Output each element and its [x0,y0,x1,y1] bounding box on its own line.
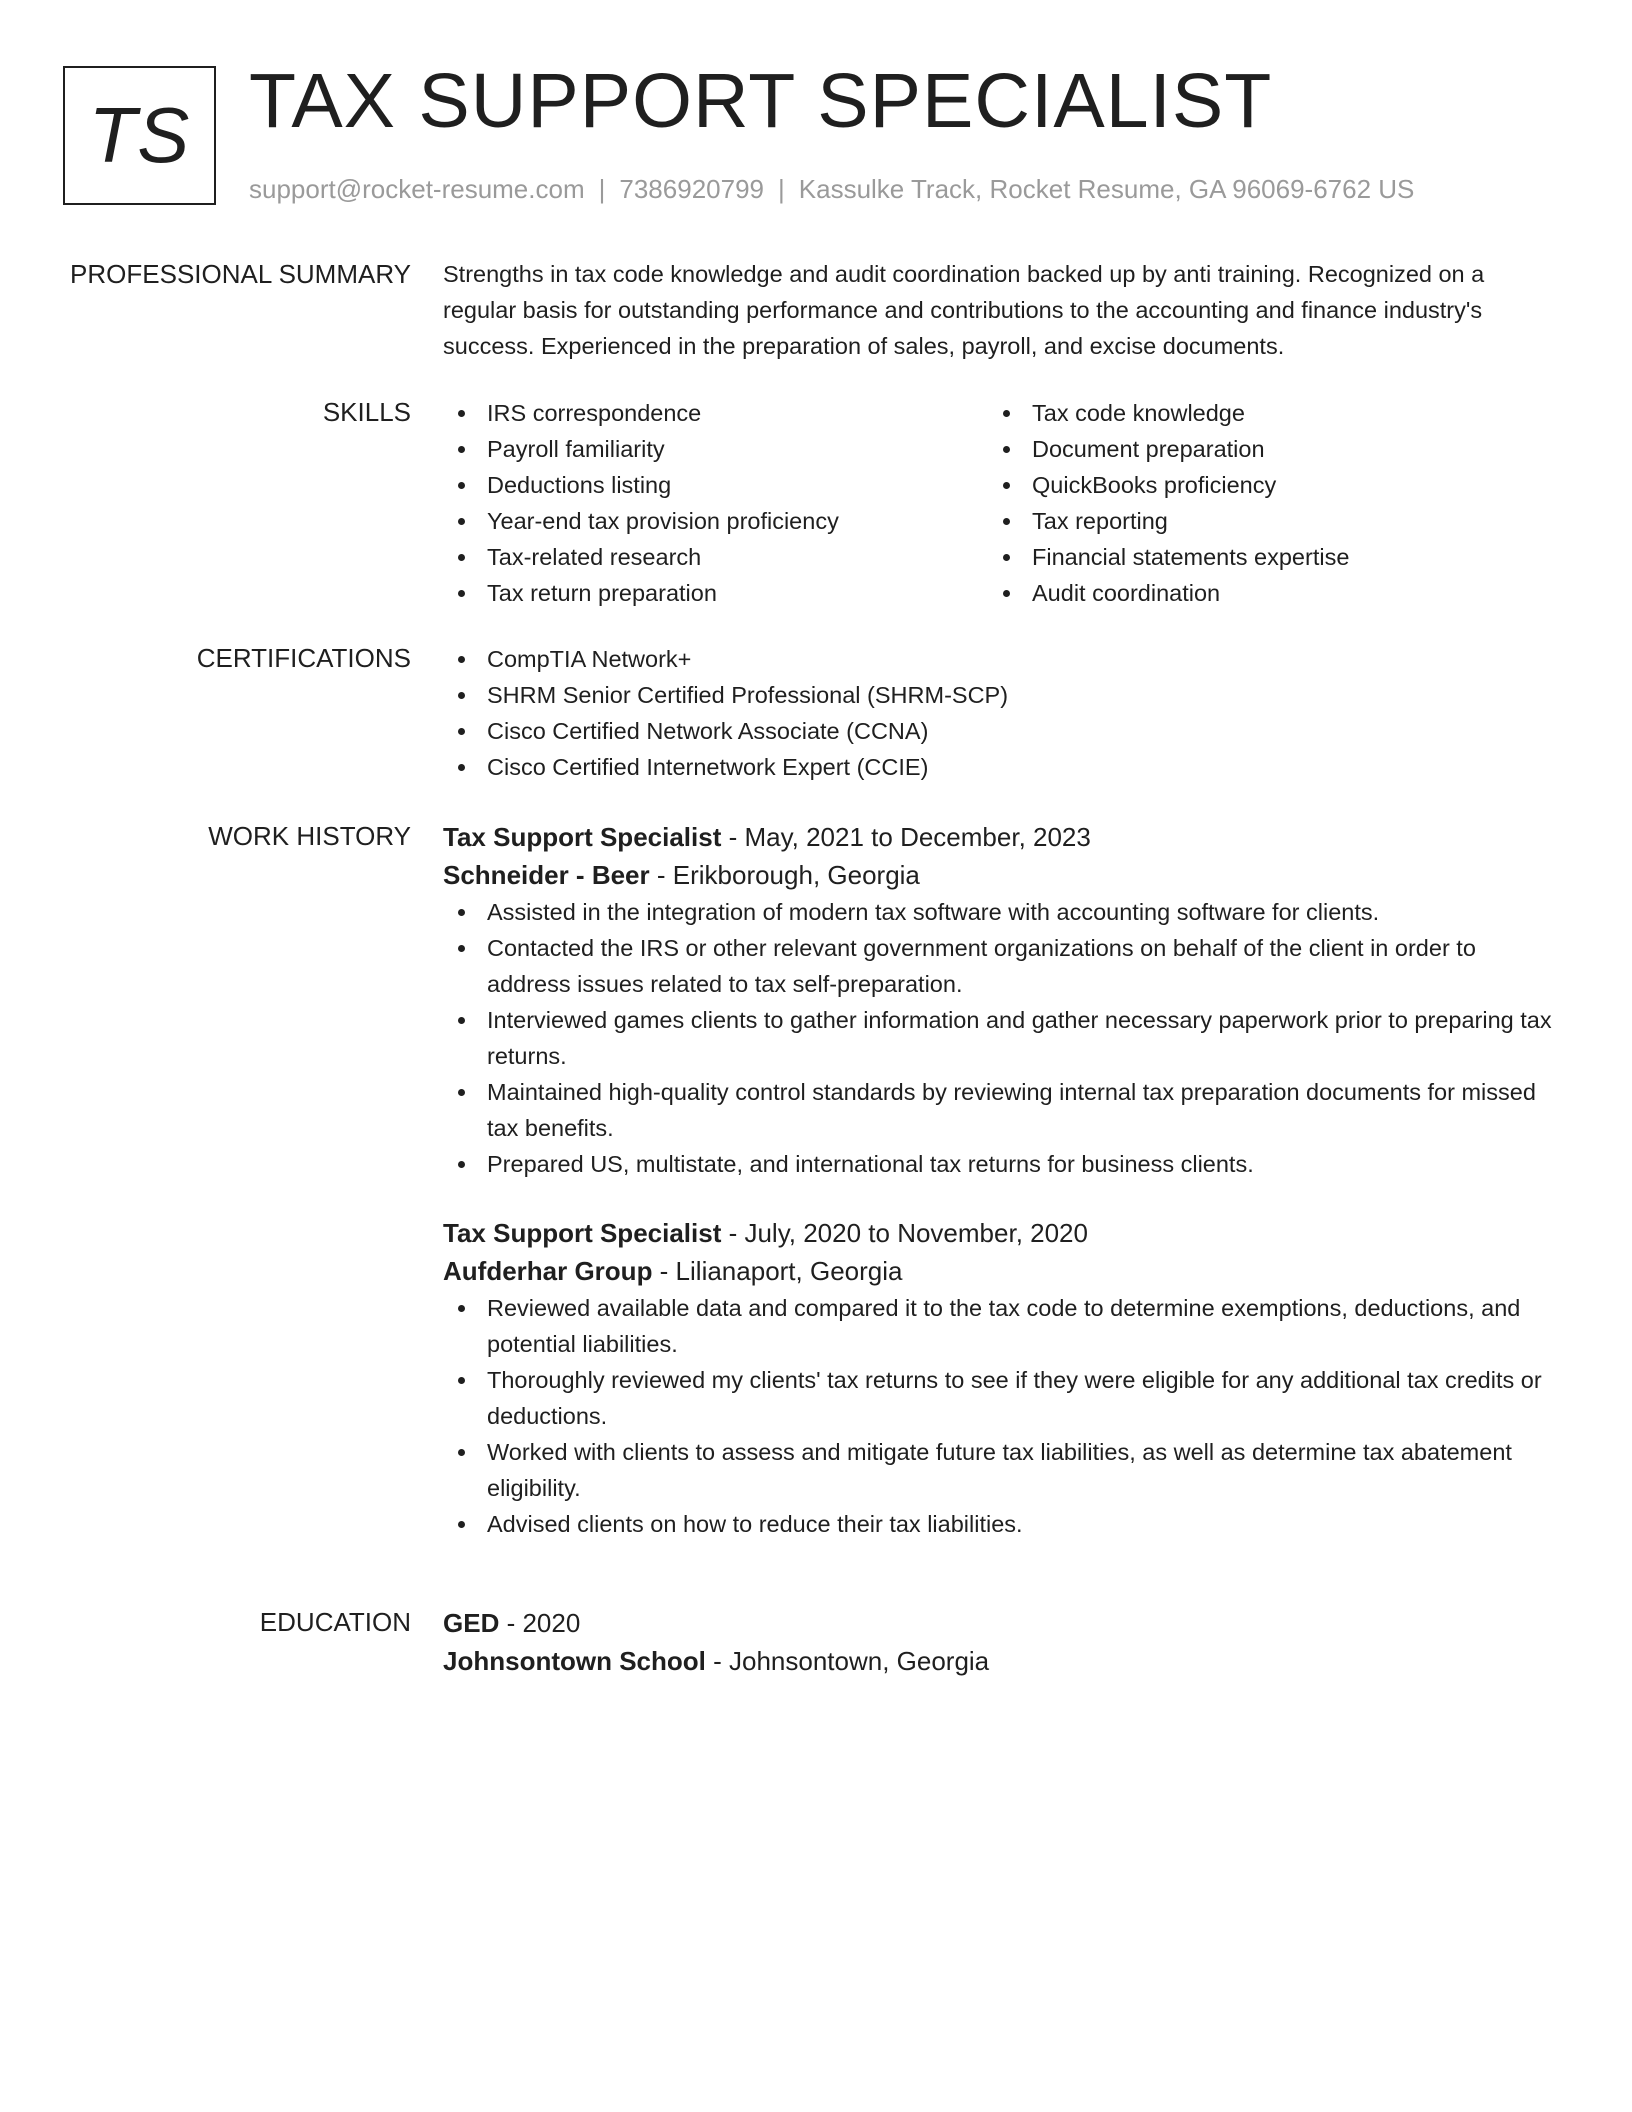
skill-item: Audit coordination [988,575,1533,611]
job-company: Aufderhar Group [443,1256,653,1286]
job-location: - Erikborough, Georgia [649,860,920,890]
job-title: Tax Support Specialist [443,1218,722,1248]
job-dates: - May, 2021 to December, 2023 [721,822,1091,852]
job-duty: Reviewed available data and compared it to the tax code to determine exemptions, deductions, and potential liabilities. [443,1290,1553,1362]
job-title-line [443,818,1553,856]
monogram-initials: TS [88,91,191,179]
skill-item: Document preparation [988,431,1533,467]
certification-item: Cisco Certified Network Associate (CCNA) [443,713,1553,749]
contact-email[interactable]: support@rocket-resume.com [249,174,585,204]
education-school-line [443,1642,1553,1680]
skill-item: Tax return preparation [443,575,988,611]
skill-item: Deductions listing [443,467,988,503]
work-history-heading: WORK HISTORY [208,821,411,851]
education-degree-line [443,1604,1553,1642]
contact-line [249,172,1414,206]
education-year: - 2020 [499,1608,581,1638]
summary-body [443,256,1553,364]
skill-item: Financial statements expertise [988,539,1533,575]
job-title: Tax Support Specialist [443,822,722,852]
education-location: - Johnsontown, Georgia [705,1646,990,1676]
skill-item: Tax reporting [988,503,1533,539]
summary-text: Strengths in tax code knowledge and audit coordination backed up by anti training. Recognized on a regular basis for outstanding performance and contributions to the accounting and finance industry's success. Experienced in the preparation of sales, payroll, and excise documents. [443,261,1485,359]
certification-item: SHRM Senior Certified Professional (SHRM-SCP) [443,677,1553,713]
job-company: Schneider - Beer [443,860,650,890]
job-duty: Worked with clients to assess and mitigate future tax liabilities, as well as determine tax abatement eligibility. [443,1434,1553,1506]
skill-item: QuickBooks proficiency [988,467,1533,503]
job-location: - Lilianaport, Georgia [652,1256,903,1286]
job-duty: Contacted the IRS or other relevant government organizations on behalf of the client in order to address issues related to tax self-preparation. [443,930,1553,1002]
monogram-badge [63,66,216,205]
skill-item: Payroll familiarity [443,431,988,467]
resume-title: TAX SUPPORT SPECIALIST [249,58,1273,144]
certifications-heading: CERTIFICATIONS [196,643,411,673]
job-duties-list [443,894,1553,1182]
education-body [443,1604,1553,1680]
education-degree: GED [443,1608,500,1638]
job-duty: Thoroughly reviewed my clients' tax returns to see if they were eligible for any additional tax credits or deductions. [443,1362,1553,1434]
certification-item: CompTIA Network+ [443,641,1553,677]
job-duty: Prepared US, multistate, and international tax returns for business clients. [443,1146,1553,1182]
contact-separator: | [598,174,606,204]
skills-list-left [443,395,988,611]
job-entry [443,818,1553,1182]
certifications-body [443,641,1553,785]
contact-address: Kassulke Track, Rocket Resume, GA 96069-6762 US [798,174,1415,204]
skill-item: Tax code knowledge [988,395,1533,431]
job-entry [443,1214,1553,1542]
skills-heading: SKILLS [322,397,411,427]
contact-separator: | [778,174,785,204]
job-company-line [443,856,1553,894]
job-duty: Assisted in the integration of modern tax software with accounting software for clients. [443,894,1553,930]
job-duty: Advised clients on how to reduce their tax liabilities. [443,1506,1553,1542]
job-duties-list [443,1290,1553,1542]
skill-item: IRS correspondence [443,395,988,431]
certifications-list [443,641,1553,785]
skill-item: Tax-related research [443,539,988,575]
job-title-line [443,1214,1553,1252]
skill-item: Year-end tax provision proficiency [443,503,988,539]
skills-body [443,395,1553,611]
skills-list-right [988,395,1533,611]
job-duty: Maintained high-quality control standards by reviewing internal tax preparation documents for missed tax benefits. [443,1074,1553,1146]
summary-heading: PROFESSIONAL SUMMARY [70,259,411,289]
job-dates: - July, 2020 to November, 2020 [721,1218,1088,1248]
job-company-line [443,1252,1553,1290]
education-school: Johnsontown School [443,1646,706,1676]
job-duty: Interviewed games clients to gather information and gather necessary paperwork prior to preparing tax returns. [443,1002,1553,1074]
education-heading: EDUCATION [259,1607,411,1637]
contact-phone[interactable]: 7386920799 [619,174,764,204]
work-history-body [443,818,1553,1542]
certification-item: Cisco Certified Internetwork Expert (CCIE) [443,749,1553,785]
